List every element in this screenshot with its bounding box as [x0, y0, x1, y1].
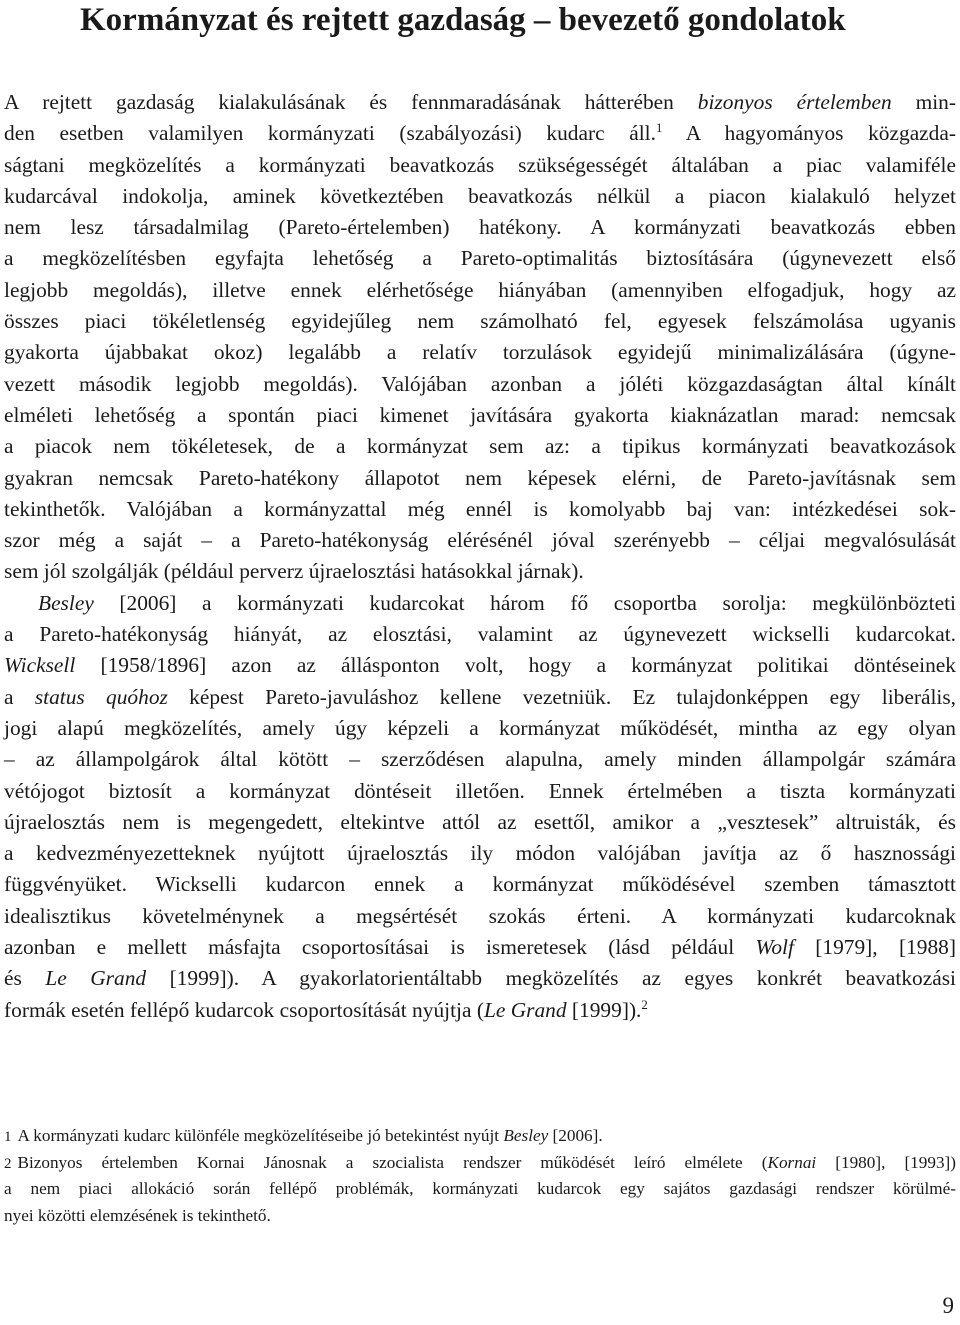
italic-text: bizonyos értelemben [697, 90, 892, 114]
text-run: nyei közötti elemzésének is tekinthető. [4, 1205, 271, 1225]
text-run: vétójogot biztosít a kormányzat döntéseit illetően. Ennek értelmében a tiszta kormányzati [4, 778, 956, 803]
text-run: nem lesz társadalmilag (Pareto-értelemben) hatékony. A kormányzati beavatkozás ebben [4, 215, 956, 240]
text-run: formák esetén fellépő kudarcok csoportosítását nyújtja ( [4, 997, 484, 1022]
body-line [4, 118, 956, 149]
text-run: vezett második legjobb megoldás). Valójában azonban a jóléti közgazdaságtan által kínált [4, 371, 956, 396]
text-run: a megközelítésben egyfajta lehetőség a Pareto-optimalitás biztosítására (úgynevezett első [4, 246, 956, 271]
text-run: a Pareto-hatékonyság hiányát, az elosztási, valamint az úgynevezett wickselli kudarcokat. [4, 622, 956, 647]
italic-text: Wicksell [4, 653, 76, 678]
text-run: sem jól szolgálják (például perverz újraelosztási hatásokkal járnak). [4, 559, 584, 584]
footnote-line [4, 1203, 956, 1230]
italic-text: Besley [38, 590, 94, 615]
text-run: den esetben valamilyen kormányzati (szabályozási) kudarc áll. [4, 121, 656, 146]
footnote-number: 2 [4, 1155, 12, 1172]
body-line [4, 275, 956, 306]
footnotes [4, 1123, 956, 1229]
text-run: idealisztikus követelménynek a megsértését szokás érteni. A kormányzati kudarcoknak [4, 903, 956, 928]
text-run: [1980], [1993]) [816, 1152, 956, 1172]
text-run: [1958/1896] azon az állásponton volt, hogy a kormányzat politikai döntéseinek [75, 653, 956, 678]
footnote-line [4, 1176, 956, 1203]
body-line [4, 869, 956, 900]
body-line [4, 463, 956, 494]
body-line [4, 807, 956, 838]
text-run: legjobb megoldás), illetve ennek elérhetősége hiányában (amennyiben elfogadjuk, hogy az [4, 277, 956, 302]
body-line [4, 713, 956, 744]
text-run: [1999]). A gyakorlatorientáltabb megközelítés az egyes konkrét beavatkozási [146, 966, 956, 991]
text-run: Bizonyos értelemben Kornai Jánosnak a szocialista rendszer működését leíró elmélete ( [17, 1152, 768, 1172]
body-line [4, 494, 956, 525]
footnote-ref: 2 [641, 997, 648, 1012]
text-run: A hagyományos közgazda- [662, 121, 956, 146]
text-run: min- [891, 90, 956, 114]
text-run: ságtani megközelítés a kormányzati beavatkozás szükségességét általában a piac valamiféle [4, 152, 956, 177]
text-run: a kedvezményezetteknek nyújtott újraelosztás ily módon valójában javítja az ő hasznossági [4, 841, 956, 866]
body-line [4, 181, 956, 212]
italic-text: Wolf [755, 935, 794, 960]
body-line [4, 400, 956, 431]
text-run: gyakorta újabbakat okoz) legalább a relatív torzulások egyidejű minimalizálására (úgyne- [4, 340, 956, 365]
text-run: azonban e mellett másfajta csoportosításai is ismeretesek (lásd például [4, 935, 756, 960]
page-number: 9 [942, 1293, 954, 1318]
footnote-ref: 1 [655, 121, 663, 136]
body-line [4, 963, 956, 994]
text-run: a [4, 684, 35, 709]
text-run: és [4, 966, 46, 991]
body-line [4, 838, 956, 869]
body-line [4, 431, 956, 462]
footnote-number: 1 [4, 1129, 12, 1145]
body-line [4, 306, 956, 337]
italic-text: Besley [503, 1126, 549, 1145]
text-run: újraelosztás nem is megengedett, eltekintve attól az esettől, amikor a „vesztesek” altruisták, és [4, 809, 956, 834]
text-run: tekinthetők. Valójában a kormányzattal még ennél is komolyabb baj van: intézkedései sok- [4, 496, 956, 521]
text-run: szor még a saját – a Pareto-hatékonyság elérésénél jóval szerényebb – céljai megvalósulását [4, 528, 956, 553]
body-line [4, 776, 956, 807]
body-line [4, 369, 956, 400]
text-run: jogi alapú megközelítés, amely úgy képzeli a kormányzat működését, mintha az egy olyan [4, 715, 956, 740]
text-run: [1979], [1988] [793, 935, 956, 960]
text-run: A rejtett gazdaság kialakulásának és fennmaradásának hátterében [4, 90, 698, 114]
body-line [4, 619, 956, 650]
body-line [4, 682, 956, 713]
body-line [4, 87, 956, 118]
italic-text: Le Grand [45, 966, 147, 991]
text-run: A kormányzati kudarc különféle megközelítéseibe jó betekintést nyújt [17, 1126, 504, 1145]
body-line [4, 150, 956, 181]
text-run: [1999]). [566, 997, 642, 1022]
body-line [4, 932, 956, 963]
body-line [4, 588, 956, 619]
footnote-line [4, 1150, 956, 1177]
body-line [4, 243, 956, 274]
text-run: a piacok nem tökéletesek, de a kormányzat sem az: a tipikus kormányzati beavatkozások [4, 434, 956, 459]
italic-text: status quóhoz [34, 684, 168, 709]
body-line [4, 901, 956, 932]
text-run: függvényüket. Wickselli kudarcon ennek a kormányzat működésével szemben támasztott [4, 872, 956, 897]
text-run: gyakran nemcsak Pareto-hatékony állapotot nem képesek elérni, de Pareto-javításnak sem [4, 465, 956, 490]
text-run: – az állampolgárok által kötött – szerződésen alapulna, amely minden állampolgár számára [4, 747, 956, 772]
body-line [4, 650, 956, 681]
body-text [4, 87, 956, 1026]
text-run: [2006] a kormányzati kudarcokat három fő csoportba sorolja: megkülönbözteti [93, 590, 956, 615]
text-run: képest Pareto-javuláshoz kellene vezetniük. Ez tulajdonképpen egy liberális, [167, 684, 957, 709]
text-run: elméleti lehetőség a spontán piaci kimenet javítására gyakorta kiaknázatlan marad: nemcsak [4, 402, 956, 427]
body-line [4, 995, 956, 1026]
text-run: [2006]. [548, 1126, 603, 1145]
body-line [4, 556, 956, 587]
body-line [4, 337, 956, 368]
chapter-title: Kormányzat és rejtett gazdaság – bevezető gondolatok [80, 2, 846, 38]
text-run: kudarcával indokolja, aminek következtében beavatkozás nélkül a piacon kialakuló helyzet [4, 183, 956, 208]
body-line [4, 212, 956, 243]
body-line [4, 525, 956, 556]
text-run: a nem piaci allokáció során fellépő problémák, kormányzati kudarcok egy sajátos gazdasági rendszer körülmé- [4, 1179, 956, 1198]
italic-text: Le Grand [483, 997, 567, 1022]
italic-text: Kornai [767, 1152, 817, 1172]
document-page [4, 0, 956, 1325]
body-line [4, 744, 956, 775]
footnote-line [4, 1123, 956, 1150]
text-run: összes piaci tökéletlenség egyidejűleg nem számolható fel, egyesek felszámolása ugyanis [4, 309, 956, 334]
